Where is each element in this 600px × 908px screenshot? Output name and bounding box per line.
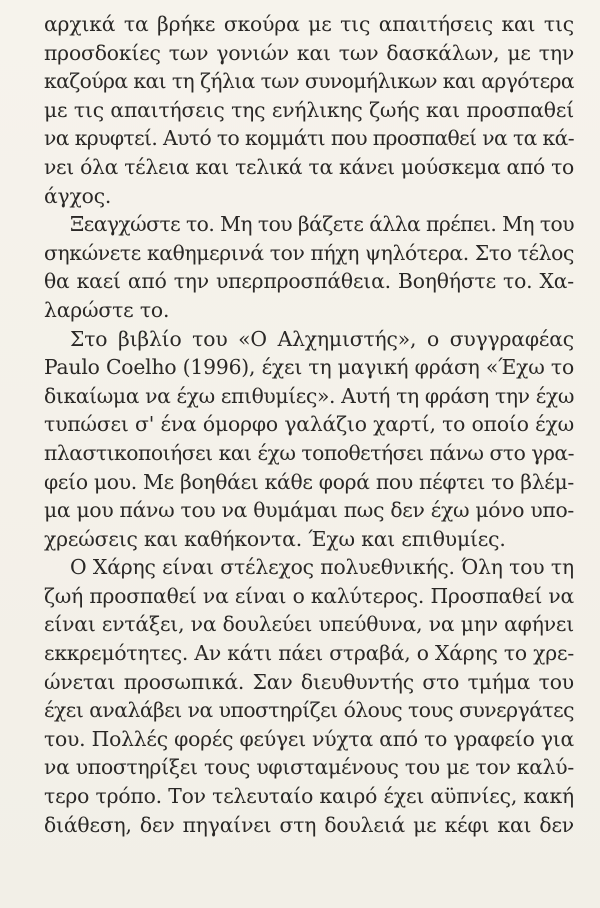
text-line: ζωή προσπαθεί να είναι ο καλύτερος. Προσπαθεί να [44,583,574,608]
text-line: καζούρα και τη ζήλια των συνομήλικων και αργότερα [44,69,574,94]
text-line: με τις απαιτήσεις της ενήλικης ζωής και προσπαθεί [44,97,574,122]
text-line: προσδοκίες των γονιών και των δασκάλων, με την [44,40,574,65]
text-line: διάθεση, δεν πηγαίνει στη δουλειά με κέφι και δεν [44,812,574,837]
text-line: νει όλα τέλεια και τελικά τα κάνει μούσκεμα από το [44,154,574,179]
text-line: άγχος. [44,183,112,208]
text-line: να υποστηρίξει τους υφισταμένους του με τον καλύ- [44,755,574,780]
text-line: χρεώσεις και καθήκοντα. Έχω και επιθυμίες. [44,526,506,551]
text-line: είναι εντάξει, να δουλεύει υπεύθυνα, να μην αφήνει [44,612,574,637]
text-line: Paulo Coelho (1996), έχει τη μαγική φράση «Έχω το [44,355,574,380]
text-line: φείο μου. Με βοηθάει κάθε φορά που πέφτει το βλέμ- [44,469,574,494]
paragraph-first-line: Ο Χάρης είναι στέλεχος πολυεθνικής. Όλη του τη [70,555,574,580]
text-line: να κρυφτεί. Αυτό το κομμάτι που προσπαθεί να τα κά- [44,126,574,151]
paragraph-first-line: Στο βιβλίο του «Ο Αλχημιστής», ο συγγραφέας [70,326,574,351]
text-line: πλαστικοποιήσει και έχω τοποθετήσει πάνω στο γρα- [44,440,574,465]
text-line: αρχικά τα βρήκε σκούρα με τις απαιτήσεις και τις [44,12,574,36]
text-line: σηκώνετε καθημερινά τον πήχη ψηλότερα. Στο τέλος [44,240,574,265]
text-line: έχει αναλάβει να υποστηρίζει όλους τους συνεργάτες [44,698,574,723]
body-text [44,10,574,839]
text-line: ώνεται προσωπικά. Σαν διευθυντής στο τμήμα του [44,669,574,694]
text-line: του. Πολλές φορές φεύγει νύχτα από το γραφείο για [44,726,574,751]
text-line: εκκρεμότητες. Αν κάτι πάει στραβά, ο Χάρης το χρε- [44,641,574,666]
text-line: τερο τρόπο. Τον τελευταίο καιρό έχει αϋπνίες, κακή [44,784,574,809]
text-line: λαρώστε το. [44,297,170,322]
text-line: δικαίωμα να έχω επιθυμίες». Αυτή τη φράση την έχω [44,383,574,408]
text-line: μα μου πάνω του να θυμάμαι πως δεν έχω μόνο υπο- [44,498,574,523]
text-line: θα καεί από την υπερπροσπάθεια. Βοηθήστε το. Χα- [44,269,574,294]
text-line: τυπώσει σ' ένα όμορφο γαλάζιο χαρτί, το οποίο έχω [44,412,574,437]
paragraph-first-line: Ξεαγχώστε το. Μη του βάζετε άλλα πρέπει. Μη του [70,212,574,237]
